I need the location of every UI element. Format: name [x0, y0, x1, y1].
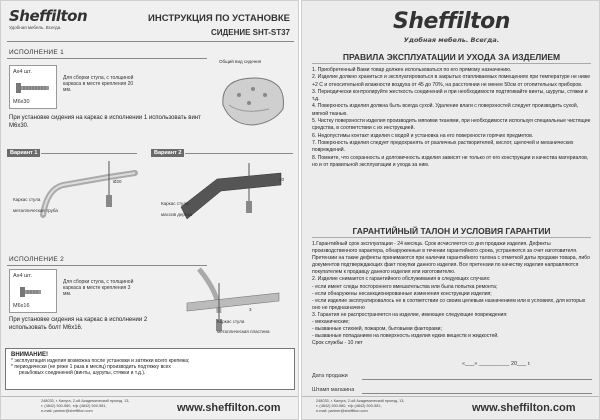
seat-icon	[213, 65, 293, 135]
variant2-label: Вариант 2	[151, 149, 184, 157]
footer-url[interactable]: www.sheffilton.com	[472, 402, 576, 414]
warning-box	[5, 348, 295, 390]
divider	[7, 41, 294, 42]
warranty-item: Срок службы - 10 лет	[312, 340, 363, 347]
warranty-item: - если имеет следы постороннего вмешательства или была попытка ремонта;	[312, 283, 498, 290]
rules-title: ПРАВИЛА ЭКСПЛУАТАЦИИ И УХОДА ЗА ИЗДЕЛИЕМ	[342, 52, 561, 62]
divider	[41, 153, 137, 154]
screw-icon	[16, 81, 52, 95]
rule-item: 8. Помните, что сохранность и долговечность изделия зависят не только от его конструкции и качества материалов, но и от правильной эксплуатации и ухода за ним.	[312, 154, 589, 168]
store-stamp-line[interactable]	[362, 393, 592, 394]
chair-frame-wood	[177, 163, 287, 223]
exec2-material: металлическая пластина	[217, 329, 270, 334]
exec1-header: ИСПОЛНЕНИЕ 1	[9, 49, 65, 56]
rule-item: 3. Периодически контролируйте жесткость соединений и при необходимости подтягивайте винты, шурупы, стяжки и т.д.	[312, 88, 588, 103]
warning-line-2: * периодически (не реже 1 раза в месяц) производить подтяжку всех	[11, 364, 171, 370]
rules-list	[312, 67, 594, 169]
page-subtitle: СИДЕНИЕ SHT-ST37	[211, 28, 290, 37]
divider	[302, 396, 600, 397]
exec1-bolt: М6х30	[13, 99, 30, 105]
rule-item: 5. Чистку поверхности изделия производить мягкими тканями, при необходимости используя специальные чистящие средства, в соответствии с их инструкцией.	[312, 118, 591, 132]
footer-address	[316, 399, 404, 414]
address-line-1: 248033, г. Калуга, 2-ой Академический проезд, 13,	[41, 399, 130, 403]
exec2-qty: Ах4 шт.	[13, 273, 32, 279]
warranty-list	[312, 241, 594, 347]
sale-date-label: Дата продажи	[312, 373, 348, 379]
sale-date-quote: «___» __________ 20___ г.	[462, 361, 531, 367]
exec2-bolt: М6х16	[13, 303, 30, 309]
address-line-1: 248033, г. Калуга, 2-ой Академический проезд, 13,	[316, 399, 405, 403]
footer-url[interactable]: www.sheffilton.com	[177, 402, 281, 414]
brand-logo: Sheffilton	[9, 7, 88, 25]
rule-item: 2. Изделие должно храниться и эксплуатироваться в закрытых отапливаемых помещениях при температуре не ниже +2 С и относительной влажности воздуха от 45 до 70%, на расстоянии не менее 50см от отопительных приборов.	[312, 74, 591, 88]
exec1-qty: Ах4 шт.	[13, 69, 32, 75]
warning-line-3: резьбовых соединений (винты, шурупы, стяжки и т.д.).	[19, 370, 146, 376]
exec2-part-box	[9, 269, 57, 313]
warranty-item: - если изделие эксплуатировалось не в соответствии со своим целевым назначением или в условиях, для которых оно не предназначено	[312, 297, 586, 311]
warranty-item: - вызванные попаданием на поверхность изделия едких веществ и жидкостей.	[312, 333, 499, 340]
divider	[312, 237, 591, 238]
warranty-item: - механические;	[312, 319, 350, 326]
warranty-item: - если обнаружены несанкционированные изменения конструкции изделия;	[312, 290, 492, 297]
store-stamp-label: Штамп магазина	[312, 387, 355, 393]
address-line-2: т. (4842) 500-580, т/ф (4842) 500-581,	[316, 404, 382, 408]
exec2-desc: Для сборки стула, с толщиной каркаса в месте крепления 3 мм.	[63, 279, 134, 297]
divider	[1, 396, 299, 397]
exec2-header: ИСПОЛНЕНИЕ 2	[9, 256, 65, 263]
divider	[185, 153, 293, 154]
exec1-desc: Для сборки стула, с толщиной каркаса в месте крепления 20 мм.	[63, 75, 134, 93]
variant1-dim: Ø20	[113, 179, 122, 184]
warranty-title: ГАРАНТИЙНЫЙ ТАЛОН И УСЛОВИЯ ГАРАНТИИ	[352, 226, 551, 236]
warning-title: ВНИМАНИЕ!	[11, 352, 48, 358]
seat-caption: Общий вид сидения	[219, 59, 262, 64]
rule-item: 4. Поверхность изделия должна быть всегда сухой. Удаление влаги с поверхностей следует производить сухой, мягкой тканью.	[312, 103, 579, 117]
variant1-label: Вариант 1	[7, 149, 40, 157]
sale-date-line[interactable]	[362, 379, 592, 380]
variant2-frame-label: Каркас стула	[161, 201, 189, 206]
address-line-3: e-mail: partner@sheffilton.com	[316, 409, 368, 413]
rule-item: 7. Поверхность изделия следует предохранять от различных растворителей, кислот, щелочей и механических повреждений.	[312, 139, 574, 154]
brand-logo: Sheffilton	[393, 9, 510, 34]
warranty-item: - вызванные стихией, пожаром, бытовыми факторами;	[312, 326, 442, 333]
address-line-3: e-mail: partner@sheffilton.com	[41, 409, 93, 413]
footer-address	[41, 399, 129, 414]
installation-instruction-page	[0, 0, 299, 420]
brand-tagline: Удобная мебель. Всегда.	[9, 25, 62, 30]
variant2-material: массив дерева	[161, 212, 193, 217]
exec2-dim: 3	[249, 307, 252, 312]
variant2-dim: 20	[279, 177, 285, 182]
divider	[312, 63, 591, 64]
exec2-instruction: При установке сидения на каркас в исполнении 2 использовать болт М6х16.	[9, 317, 148, 331]
page-title: ИНСТРУКЦИЯ ПО УСТАНОВКЕ	[148, 13, 290, 24]
screw-icon	[20, 285, 46, 299]
rule-item: 1. Приобретенный Вами товар должен использоваться по его прямому назначению.	[312, 67, 512, 73]
divider	[7, 58, 207, 59]
brand-tagline: Удобная мебель. Всегда.	[403, 36, 500, 44]
rule-item: 6. Недопустимы контакт изделия с водой и установка на его поверхности горячих предметов.	[312, 132, 534, 139]
exec2-frame-label: Каркас стула	[217, 319, 245, 324]
exec1-instruction: При установке сидения на каркас в исполнении 1 использовать винт М6х30.	[9, 115, 201, 129]
warning-line-1: * эксплуатация изделия возможна после установки и затяжки всего крепежа;	[11, 358, 190, 364]
variant1-material: металлическая труба	[13, 208, 58, 213]
variant1-frame-label: Каркас стула	[13, 197, 41, 202]
address-line-2: т. (4842) 500-580, т/ф (4842) 500-581,	[41, 404, 107, 408]
exec1-part-box	[9, 65, 57, 109]
warranty-item: 2. Изделие снимается с гарантийного обслуживания в следующих случаях:	[312, 276, 491, 283]
warranty-item: 3. Гарантия не распространяется на изделие, имеющее следующие повреждения:	[312, 311, 508, 318]
warranty-item: 1.Гарантийный срок эксплуатации - 24 месяца. Срок исчисляется со дня продажи изделия. Дефекты производственного характера, обнаруженные в течении гарантийного срока, устраняются за счет изготовителя. Претензии на такие дефекты принимаются при наличии гарантийного талона с отметкой даты продажи товара, либо документов подтверждающих факт покупки данного изделия. Все претензии по качеству изделия направляются покупателем к продавцу данного изделия или изготовителю.	[312, 241, 590, 276]
divider	[7, 265, 207, 266]
warranty-page	[301, 0, 600, 420]
